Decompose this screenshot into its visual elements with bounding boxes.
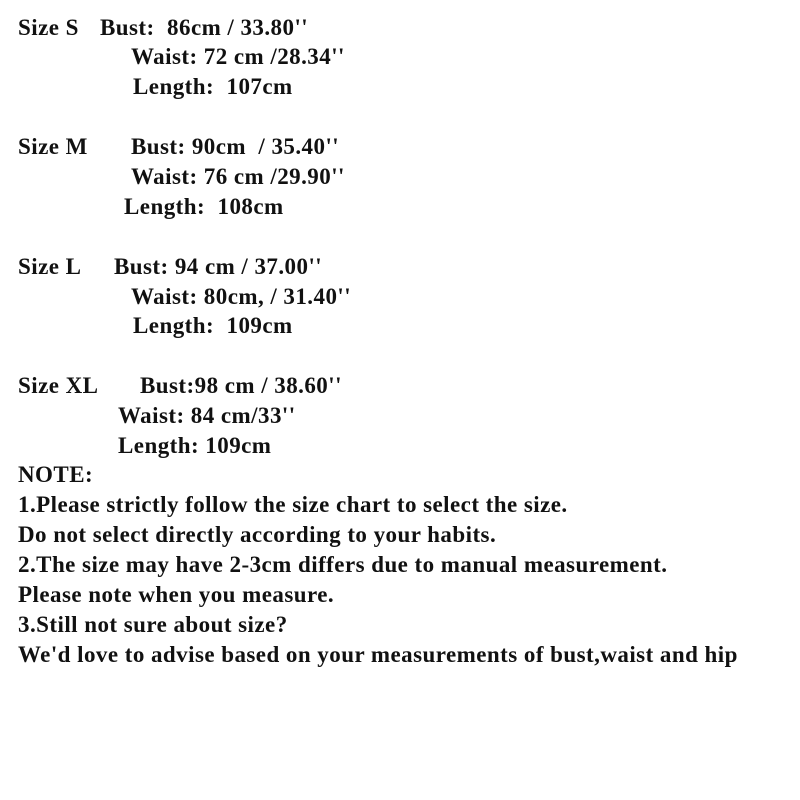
note-line-6: We'd love to advise based on your measurements of bust,waist and hip	[18, 642, 738, 667]
size-s-waist: Waist: 72 cm /28.34''	[131, 44, 345, 69]
size-l-label: Size L	[18, 254, 82, 279]
note-heading: NOTE:	[18, 462, 94, 487]
size-xl-length: Length: 109cm	[118, 433, 272, 458]
note-line-2: Do not select directly according to your habits.	[18, 522, 497, 547]
size-s-bust: Bust: 86cm / 33.80''	[100, 15, 309, 40]
note-line-4: Please note when you measure.	[18, 582, 335, 607]
size-m-bust: Bust: 90cm / 35.40''	[131, 134, 340, 159]
size-xl-label: Size XL	[18, 373, 99, 398]
size-m-waist: Waist: 76 cm /29.90''	[131, 164, 345, 189]
size-xl-bust: Bust:98 cm / 38.60''	[140, 373, 342, 398]
size-l-bust: Bust: 94 cm / 37.00''	[114, 254, 323, 279]
size-m-length: Length: 108cm	[124, 194, 284, 219]
size-m-label: Size M	[18, 134, 88, 159]
size-xl-waist: Waist: 84 cm/33''	[118, 403, 296, 428]
size-s-length: Length: 107cm	[133, 74, 293, 99]
size-s-label: Size S	[18, 15, 79, 40]
size-l-length: Length: 109cm	[133, 313, 293, 338]
note-line-1: 1.Please strictly follow the size chart to select the size.	[18, 492, 568, 517]
note-line-5: 3.Still not sure about size?	[18, 612, 288, 637]
note-line-3: 2.The size may have 2-3cm differs due to manual measurement.	[18, 552, 668, 577]
size-l-waist: Waist: 80cm, / 31.40''	[131, 284, 352, 309]
